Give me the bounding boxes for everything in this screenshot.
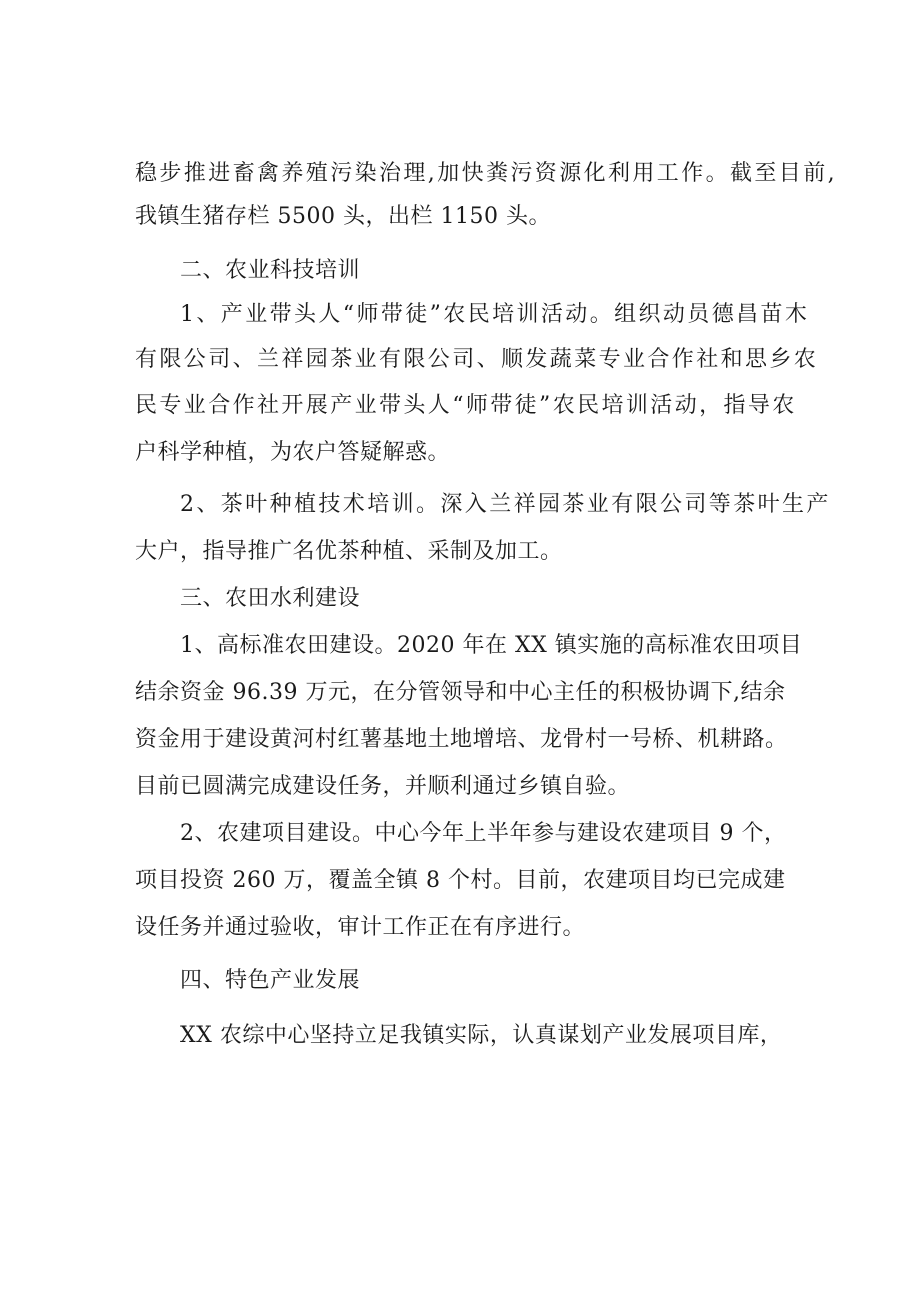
text-line-5: 有限公司、兰祥园茶业有限公司、顺发蔬菜专业合作社和思乡农: [135, 347, 819, 372]
text-line-14: 目前已圆满完成建设任务，并顺利通过乡镇自验。: [135, 774, 631, 799]
text-line-4: 1、产业带头人“师带徒”农民培训活动。组织动员德昌苗木: [180, 302, 810, 327]
text-line-11: 1、高标准农田建设。2020 年在 XX 镇实施的高标准农田项目: [180, 633, 803, 658]
text-line-9: 大户，指导推广名优茶种植、采制及加工。: [135, 539, 563, 564]
text-line-2: 我镇生猪存栏 5500 头，出栏 1150 头。: [135, 204, 551, 229]
text-line-12: 结余资金 96.39 万元，在分管领导和中心主任的积极协调下,结余: [135, 680, 786, 705]
section-heading-4: 四、特色产业发展: [180, 968, 361, 993]
text-line-1: 稳步推进畜禽养殖污染治理,加快粪污资源化利用工作。截至目前,: [135, 161, 837, 186]
section-heading-3: 三、农田水利建设: [180, 586, 361, 611]
text-line-16: 项目投资 260 万，覆盖全镇 8 个村。目前，农建项目均已完成建: [135, 868, 786, 893]
section-heading-2: 二、农业科技培训: [180, 258, 361, 283]
text-line-19: XX 农综中心坚持立足我镇实际，认真谋划产业发展项目库，: [180, 1023, 783, 1048]
text-line-15: 2、农建项目建设。中心今年上半年参与建设农建项目 9 个，: [180, 821, 787, 846]
text-line-6: 民专业合作社开展产业带头人“师带徒”农民培训活动，指导农: [135, 393, 797, 418]
text-line-7: 户科学种植，为农户答疑解惑。: [135, 440, 451, 465]
text-line-13: 资金用于建设黄河村红薯基地土地增培、龙骨村一号桥、机耕路。: [135, 727, 788, 752]
text-line-8: 2、茶叶种植技术培训。深入兰祥园茶业有限公司等茶叶生产: [180, 492, 831, 517]
text-line-17: 设任务并通过验收，审计工作正在有序进行。: [135, 915, 586, 940]
